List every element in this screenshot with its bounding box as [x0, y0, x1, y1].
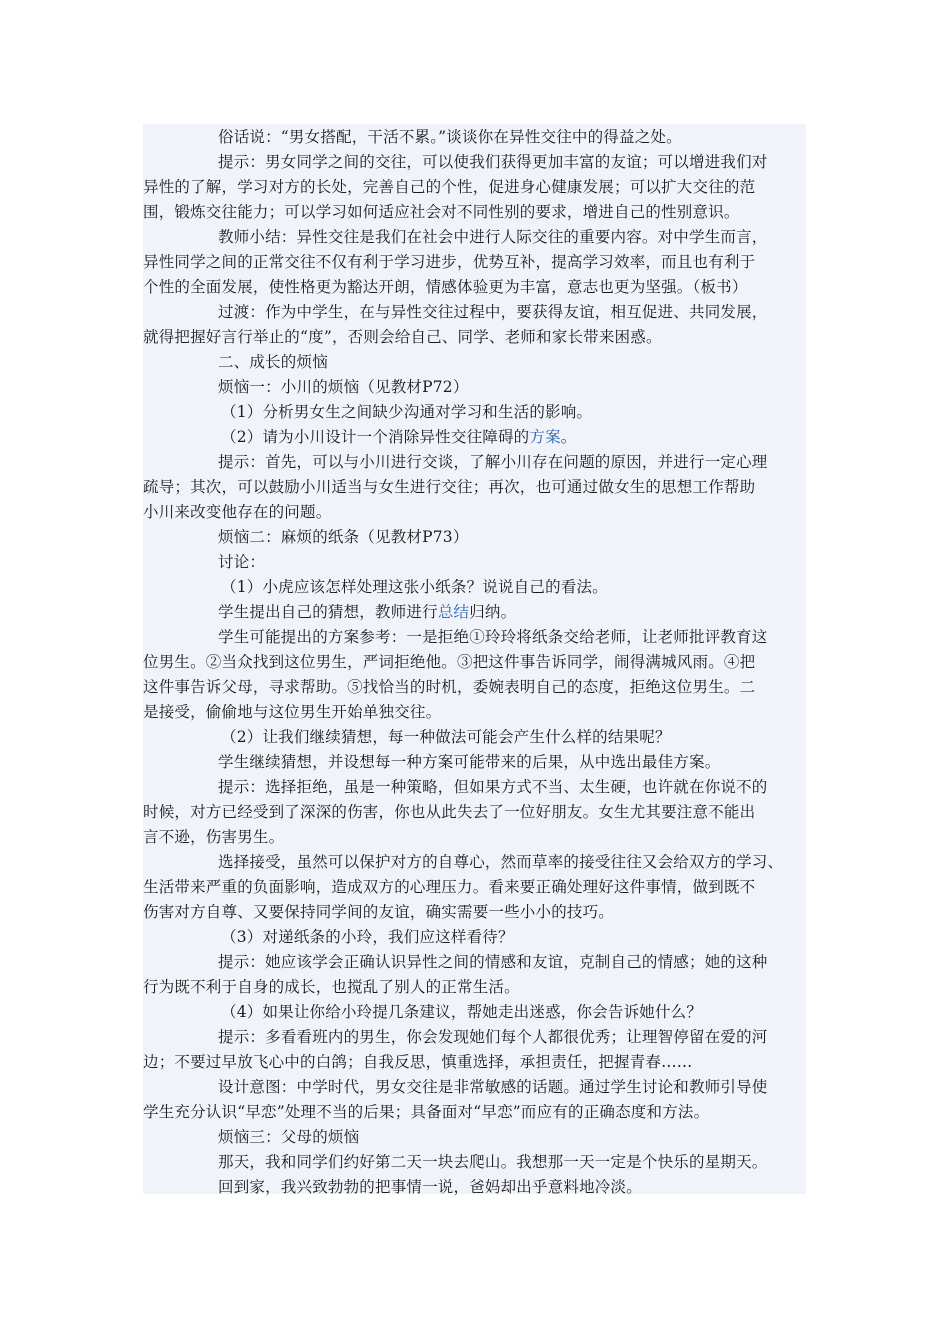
paragraph-line: 伤害对方自尊、又要保持同学间的友谊，确实需要一些小小的技巧。: [143, 903, 615, 921]
question-line: （2）让我们继续猜想，每一种做法可能会产生什么样的结果呢？: [221, 728, 671, 746]
paragraph-line: 学生充分认识“早恋”处理不当的后果；具备面对“早恋”而应有的正确态度和方法。: [143, 1103, 710, 1121]
paragraph-text: 学生提出自己的猜想，教师进行: [218, 603, 438, 621]
paragraph-line: 小川来改变他存在的问题。: [143, 503, 332, 521]
paragraph-line: 俗话说：“男女搭配，干活不累。”谈谈你在异性交往中的得益之处。: [218, 128, 682, 146]
paragraph-line: 是接受，偷偷地与这位男生开始单独交往。: [143, 703, 442, 721]
paragraph-line: 教师小结：异性交往是我们在社会中进行人际交往的重要内容。对中学生而言，: [218, 228, 768, 246]
question-line: （4）如果让你给小玲提几条建议，帮她走出迷惑，你会告诉她什么？: [221, 1003, 703, 1021]
question-line: （1）小虎应该怎样处理这张小纸条？说说自己的看法。: [221, 578, 608, 596]
paragraph-line: 学生可能提出的方案参考：一是拒绝①玲玲将纸条交给老师，让老师批评教育这: [218, 628, 768, 646]
subsection-heading: 烦恼三：父母的烦恼: [218, 1128, 360, 1146]
paragraph-line: 提示：多看看班内的男生，你会发现她们每个人都很优秀；让理智停留在爱的河: [218, 1028, 768, 1046]
subsection-heading: 烦恼二：麻烦的纸条（见教材P73）: [218, 528, 469, 546]
paragraph-line: 生活带来严重的负面影响，造成双方的心理压力。看来要正确处理好这件事情，做到既不: [143, 878, 756, 896]
paragraph-line: 提示：首先，可以与小川进行交谈，了解小川存在问题的原因，并进行一定心理: [218, 453, 768, 471]
paragraph-line: 提示：选择拒绝，虽是一种策略，但如果方式不当、太生硬，也许就在你说不的: [218, 778, 768, 796]
paragraph-line: 学生继续猜想，并设想每一种方案可能带来的后果，从中选出最佳方案。: [218, 753, 721, 771]
paragraph-line: 疏导；其次，可以鼓励小川适当与女生进行交往；再次，也可通过做女生的思想工作帮助: [143, 478, 756, 496]
paragraph-line: 异性同学之间的正常交往不仅有利于学习进步，优势互补，提高学习效率，而且也有利于: [143, 253, 756, 271]
paragraph-line: 这件事告诉父母，寻求帮助。⑤找恰当的时机，委婉表明自己的态度，拒绝这位男生。二: [143, 678, 756, 696]
paragraph-line: 提示：男女同学之间的交往，可以使我们获得更加丰富的友谊；可以增进我们对: [218, 153, 768, 171]
paragraph-line: 那天，我和同学们约好第二天一块去爬山。我想那一天一定是个快乐的星期天。: [218, 1153, 768, 1171]
paragraph-line: 位男生。②当众找到这位男生，严词拒绝他。③把这件事告诉同学，闹得满城风雨。④把: [143, 653, 756, 671]
paragraph-line: 边；不要过早放飞心中的白鸽；自我反思，慎重选择，承担责任，把握青春……: [143, 1053, 693, 1071]
section-heading: 二、成长的烦恼: [218, 353, 328, 371]
paragraph-line: 行为既不利于自身的成长，也搅乱了别人的正常生活。: [143, 978, 520, 996]
paragraph-text: 归纳。: [469, 603, 517, 621]
paragraph-line: 言不逊，伤害男生。: [143, 828, 285, 846]
question-text: （2）请为小川设计一个消除异性交往障碍的: [221, 428, 530, 446]
document-body: [143, 124, 806, 1194]
paragraph-line: 设计意图：中学时代，男女交往是非常敏感的话题。通过学生讨论和教师引导使: [218, 1078, 768, 1096]
link-fangan[interactable]: 方案: [529, 428, 561, 446]
link-zongjie[interactable]: 总结: [437, 603, 470, 621]
question-line: [221, 427, 576, 447]
punctuation: 。: [560, 428, 577, 446]
paragraph-line: 选择接受，虽然可以保护对方的自尊心，然而草率的接受往往又会给双方的学习、: [218, 853, 784, 871]
paragraph-line: 回到家，我兴致勃勃的把事情一说，爸妈却出乎意料地冷淡。: [218, 1178, 642, 1196]
subsection-heading: 烦恼一：小川的烦恼（见教材P72）: [218, 378, 469, 396]
paragraph-line: 过渡：作为中学生，在与异性交往过程中，要获得友谊，相互促进、共同发展，: [218, 303, 768, 321]
paragraph-line: 提示：她应该学会正确认识异性之间的情感和友谊，克制自己的情感；她的这种: [218, 953, 768, 971]
paragraph-line: 就得把握好言行举止的“度”，否则会给自己、同学、老师和家长带来困惑。: [143, 328, 662, 346]
paragraph-line: 讨论：: [218, 553, 266, 571]
question-line: （3）对递纸条的小玲，我们应这样看待？: [221, 928, 514, 946]
paragraph-line: [218, 602, 516, 622]
paragraph-line: 异性的了解，学习对方的长处，完善自己的个性，促进身心健康发展；可以扩大交往的范: [143, 178, 756, 196]
question-line: （1）分析男女生之间缺少沟通对学习和生活的影响。: [221, 403, 593, 421]
paragraph-line: 时候，对方已经受到了深深的伤害，你也从此失去了一位好朋友。女生尤其要注意不能出: [143, 803, 756, 821]
paragraph-line: 个性的全面发展，使性格更为豁达开朗，情感体验更为丰富，意志也更为坚强。（板书）: [143, 278, 748, 296]
paragraph-line: 围，锻炼交往能力；可以学习如何适应社会对不同性别的要求，增进自己的性别意识。: [143, 203, 740, 221]
